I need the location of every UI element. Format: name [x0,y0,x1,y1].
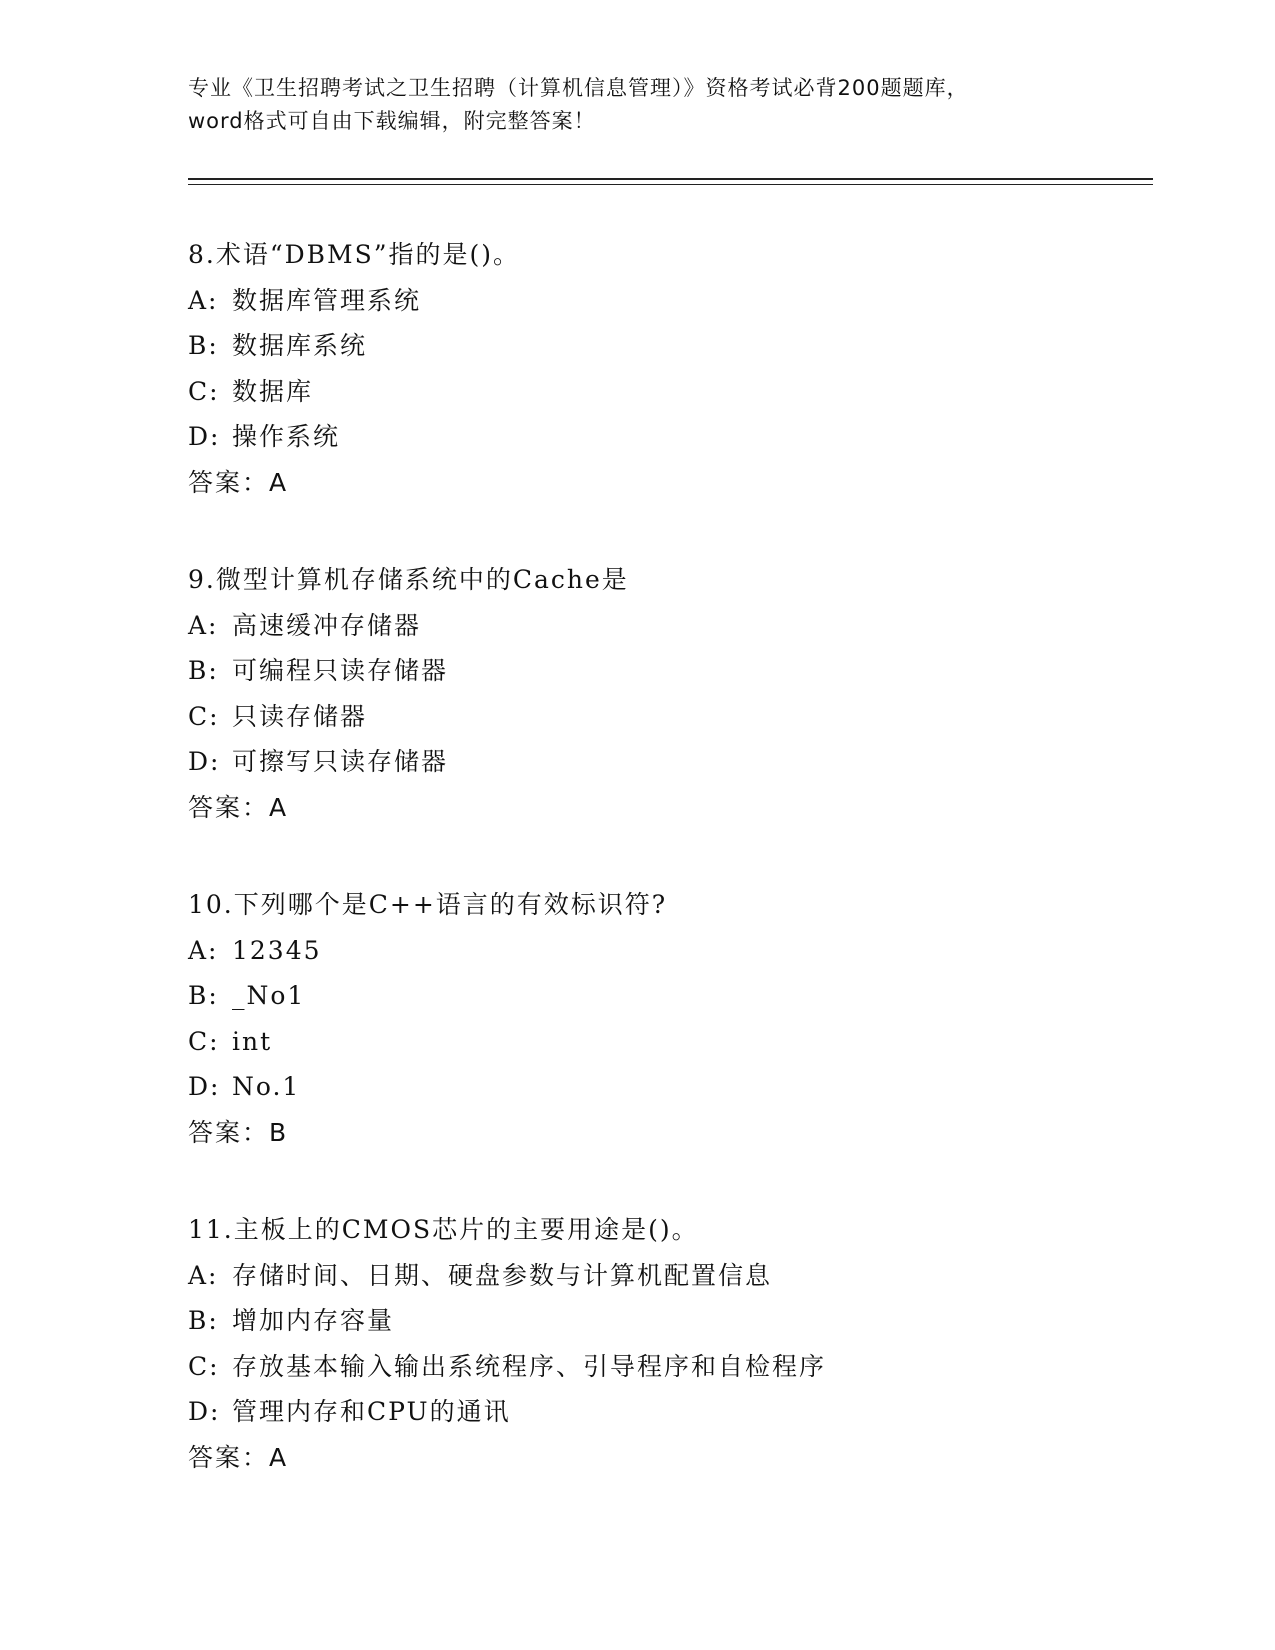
answer-value: A [269,792,289,822]
answer-label: 答案： [188,1442,270,1472]
question-list [188,232,1168,1532]
question-title: 11.主板上的CMOS芯片的主要用途是()。 [188,1215,699,1244]
question-11 [188,1207,1168,1480]
answer-value: A [269,467,289,497]
option-text: 可擦写只读存储器 [232,747,449,776]
option-c [188,694,1168,740]
option-b [188,1298,1168,1344]
option-text: No.1 [232,1072,301,1101]
header-line-2: word格式可自由下载编辑，附完整答案！ [188,109,596,133]
option-text: 存放基本输入输出系统程序、引导程序和自检程序 [232,1351,827,1381]
header-divider-thin [188,184,1153,185]
option-d [188,1389,1168,1435]
option-text: 数据库系统 [232,331,368,360]
option-text: 12345 [232,935,322,965]
option-a [188,278,1168,324]
option-text: 增加内存容量 [232,1306,395,1335]
option-letter: A: [188,935,219,965]
option-text: 操作系统 [232,422,341,451]
option-b [188,973,1168,1019]
option-letter: B: [188,331,219,360]
option-b [188,323,1168,369]
option-c [188,369,1168,415]
option-letter: C: [188,701,220,731]
option-text: 数据库管理系统 [232,285,422,315]
option-text: 高速缓冲存储器 [232,610,422,640]
answer-line [188,460,1168,506]
option-letter: B: [188,1306,219,1335]
question-10 [188,882,1168,1155]
question-8 [188,232,1168,505]
option-text: int [232,1026,273,1056]
header-line-1: 专业《卫生招聘考试之卫生招聘（计算机信息管理）》资格考试必背200题题库， [188,76,969,100]
answer-label: 答案： [188,467,270,497]
option-c [188,1019,1168,1065]
answer-value: B [269,1117,289,1147]
option-letter: C: [188,1351,220,1381]
question-title: 9.微型计算机存储系统中的Cache是 [188,565,629,594]
answer-value: A [269,1442,289,1472]
option-letter: D: [188,422,221,451]
answer-line [188,785,1168,831]
option-letter: C: [188,1026,220,1056]
option-a [188,1253,1168,1299]
option-text: 数据库 [232,376,314,406]
option-letter: B: [188,981,219,1010]
option-text: 只读存储器 [232,701,368,731]
option-letter: B: [188,656,219,685]
option-d [188,414,1168,460]
answer-label: 答案： [188,1117,270,1147]
option-d [188,1064,1168,1110]
option-c [188,1344,1168,1390]
question-title: 10.下列哪个是C++语言的有效标识符? [188,890,668,919]
option-letter: A: [188,610,219,640]
option-letter: D: [188,1397,221,1426]
answer-line [188,1110,1168,1156]
option-letter: A: [188,285,219,315]
header-divider-thick [188,178,1153,180]
option-letter: D: [188,1072,221,1101]
answer-label: 答案： [188,792,270,822]
option-a [188,928,1168,974]
option-text: 可编程只读存储器 [232,656,449,685]
option-b [188,648,1168,694]
option-letter: D: [188,747,221,776]
document-header [188,72,1088,138]
option-letter: A: [188,1260,219,1290]
option-d [188,739,1168,785]
answer-line [188,1435,1168,1481]
question-title: 8.术语“DBMS”指的是()。 [188,240,521,269]
question-9 [188,557,1168,830]
option-text: 管理内存和CPU的通讯 [232,1397,511,1426]
option-text: 存储时间、日期、硬盘参数与计算机配置信息 [232,1260,773,1290]
option-a [188,603,1168,649]
option-letter: C: [188,376,220,406]
option-text: _No1 [232,981,306,1010]
